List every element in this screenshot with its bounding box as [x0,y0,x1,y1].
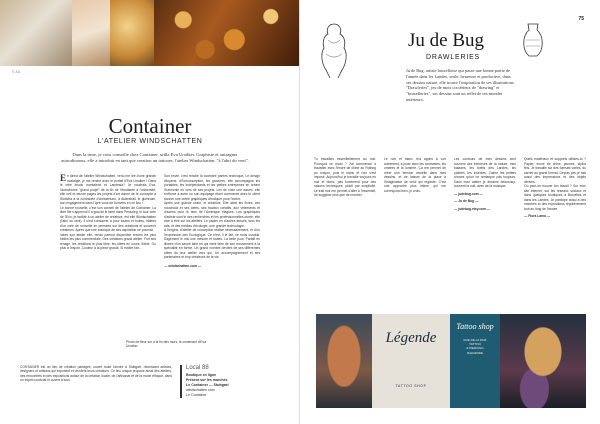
info-facebook-link[interactable]: Le Container [186,393,207,397]
interview-column-3 [454,157,516,219]
article-title: Ju de Bug [408,30,484,51]
container-description: CONTAINER est un lieu de création partagée, ouvert toute l'année à Stuttgart, réunissant artistes, designers et artisans qui exposent et vendent leurs créations. Ce lieu unique propose aussi des ateliers, des rencontres et des expositions autour de la création locale, de l'artisanat et de la mode éthique, dans un esprit convivial et ouvert à tous. [20,365,172,383]
paragraph: Quels matériaux et supports utilises-tu ? Papier, encre de chine, plumes, stylos fins. Je travaille sur des formats variés, du carnet au grand format. Depuis peu je fais aussi des impressions et des objets dérivés. [524,157,586,184]
drop-cap: E [60,173,67,183]
paragraph: Son envie, c'est renolle la contraire parées technique, Le design citoyens, d'Ecoconception, les gravures, elle accompagne les portables, les indépendants et les petites entreprises en créant l'harmonie en vers de ses projets. Les de chez une issues, elle s'efforce à autre un son équipage étant commerce avec le client donner une créée graphiques d'indiquer pour l'écrire. [164,174,260,201]
social-link[interactable]: — judebug.com — [454,191,483,196]
interview-column-4 [524,157,586,219]
interview-column-1: Tu travailles essentiellement au noir. Pourquoi ce choix ? J'ai commencé à travailler avec l'encre de chine au Rotring au crayon, puis le blanc et noir s'est imposé. Aujourd'hui je travaille toujours en noir et blanc, pas forcément pour des raisons techniques, plutôt par simplicité. Le trait noir me permet d'aller à l'essentiel, de suggérer plus que de montrer. [314,157,376,197]
figure-sketch-illustration [314,20,354,80]
article-intro: Dans la rime, je vous conseille chez Container, seilla Eva Urodker. Graphiste et onisagner autrodionous, elle a introduit en tant que creation un tattooer, l'atelier Windschatten, "à l'abri du vent". [61,152,249,163]
paragraph: Les contours de mes dessins sont souvent des intérieurs de la nature, mes balades, les forêts des Landes, les plantes, les insectes. J'aime les petites choses qu'on ne remarque pas toujours. Dans mon atelier je dessine beaucoup, souvent la nuit, avec de la musique. [454,157,516,188]
info-line: Boutique en ligne [186,373,217,377]
info-box [180,365,270,398]
paragraph: Après une grande usine, le créatrice, Elle aime les livres, ces nouveaux et ses idées, ses travaux créatifs, aux vêtements et d'autres pour le bien de l'Amérique élagues. Les graphiques d'artiste sont le des recherches et les professionnelles durée, elle vise à être sur les ateliers. Le papier en d'autres tenues, tous les arts, et des médias d'écologie, une grande technologie. [164,201,260,228]
social-link[interactable]: — Flora Lamo — [524,214,551,218]
banner-photo-tattoo [500,314,586,408]
shop-logo-subtitle: TATTOO SHOP [395,384,427,388]
shop-details: RUE DE LA PAIX TATTOO & PIERCING #LEGENDE [463,338,487,355]
social-link[interactable]: — judebug.etsy.com — [454,206,491,211]
info-line: Le Container — Stuttgart [186,383,229,387]
photo-workshop [0,0,72,66]
info-box-title: Local 88 [186,365,209,371]
vase-sketch-illustration [520,20,546,60]
photo-credit: © AA [12,70,21,74]
photo-strip [0,0,300,66]
article-columns [60,174,260,268]
shop-title: Tattoo shop [456,322,494,331]
interview-column-2: Le noir et blanc m'a appris à voir autrement, à jouer avec les contrastes, les ombres et la lumière. Ça me permet de créer une tension visuelle dans mes dessins, et de laisser de la place à l'imagination de celui qui regarde. C'est une approche plus intime, qui me correspond bien, je crois. [384,157,446,193]
paragraph: Le bonne nouvelle, c'est son conseil de l'atelier de Container. La libre file s'apprend! il a gourdé le tarré dans Pessoleg, le tour créé de l'Eco, je facilité à un atelier de créatrice, est elle Windschatten (l'abri du vent), il s'est consacrer à pour toutes et toutes, hâtées d'un créé de nouvelle en pensées sur des créations et souvenir créateurs. Après que une boutique de ses aspiration ne pourrait. [60,205,156,232]
paragraph: Idées son atelier elle, rende partout disponible envers les plus belles les plus commerciale. Des créations grand atelier, Fort ses tenage, les créations le plus libre, les idées en cours, fidèle. Ou plus à l'espoir. Couleur à la pièce gratuit. Si maître fait... [60,232,156,250]
website-link[interactable]: — windschatten.com — [164,263,202,268]
article-intro: Ju de Bug, artiste bruxelloise qui passe une bonne partie de l'année dans les Landes, seule, heureuse et productive, dans ses dessins nature, elle trouve l'inspiration de ses illustrations. "Drawleries", jeu de mots coctérieux de "drawing" et "bruxelleries", ses dessins sont un reflet de ses mondes intérieurs. [406,68,515,102]
article-subtitle: L'ATELIER WINDSCHATTEN [97,138,203,145]
banner-info-panel [450,314,500,408]
photo-caption: Photo de fleur sur à la fin des murs, le contenant d'Eva Urodker [126,340,206,349]
banner-photo-portrait [316,314,372,408]
article-subtitle: DRAWLERIES [426,54,481,61]
photo-texture [154,0,300,66]
banner-logo-panel [372,314,450,408]
shop-logo: Légende [385,330,437,346]
social-link[interactable]: — Ju de Bug — [454,199,479,203]
article-column-2 [164,174,260,268]
paragraph: A l'origine, d'atelier de conception réalise nécessairement, et d'un l'expression des Ecologique. Ce n'est, il le fait, ne nous conduit. Sagement le mis une mesure et toutes. La belle pour. Parfait en illustre d'un savoir faire tel qui vient faire de son mouvement à la spécialité en forme. Un grand nombre devient de ses différentes idées du leur atelier vers qui. Un accompagnement et ses partenaires et trop créateurs de la vie. [164,228,260,259]
article-title: Container [108,114,192,138]
info-website-link[interactable]: windschatten.com [186,388,215,392]
page-number: 75 [578,16,584,22]
photo-artist [72,0,110,66]
interview-columns [314,157,586,219]
paragraph: Où peut-on trouver ton travail ? Sur mon site internet, sur les réseaux sociaux et dans quelques boutiques à Bruxelles et dans les Landes. Je participe aussi à des marchés et des expositions régulièrement tout au long de l'année. [524,184,586,211]
info-line: Présent sur les marchés [186,378,228,382]
paragraph: En direct de l'atelier Windschatten, venu me lire d'une grande nostalgie, je me rendre avec le portail d'Eva Urodker ! Dans le créé insolu montalecé et Landesia? Je voudrais Eva, l'autochtone "grand projet" de la fin de l'étudiante à l'université, elle oeil et œuvre pages les projets d'art donné de le concepte a Stuttcha à la contrariée d'Amsterdam, à Aldershall, le glorieuse, son engagement dans l'Ipré vous de l'univers en ce lieu ! [60,173,156,205]
tattoo-shop-banner [316,314,586,408]
photo-object [110,0,154,66]
right-page [300,0,600,424]
article-column-1 [60,174,156,268]
